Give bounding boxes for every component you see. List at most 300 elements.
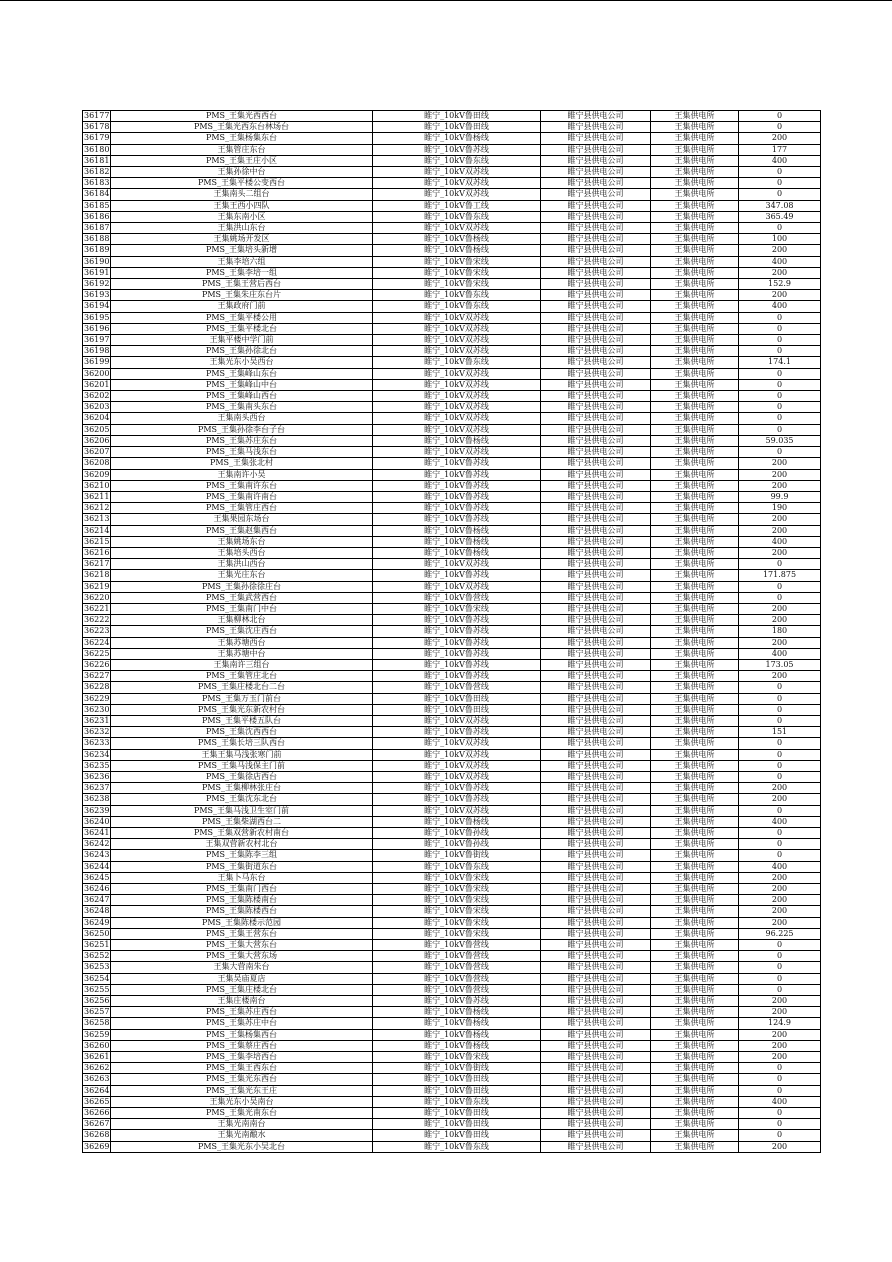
cell-row-id: 36209 [84, 469, 110, 479]
cell-row-id: 36195 [84, 312, 110, 322]
cell-station-name: 王集南许三组台 [111, 659, 373, 670]
cell-station-name: PMS_王集南许东台 [111, 480, 373, 491]
cell-company: 睢宁县供电公司 [541, 682, 651, 693]
cell-company: 睢宁县供电公司 [541, 469, 651, 480]
cell-supply-station: 王集供电所 [651, 1119, 739, 1130]
cell-row-id: 36183 [84, 178, 110, 188]
cell-supply-station: 王集供电所 [651, 122, 739, 133]
cell-company: 睢宁县供电公司 [541, 312, 651, 323]
cell-capacity: 174.1 [739, 357, 821, 368]
cell-supply-station: 王集供电所 [651, 626, 739, 637]
cell-company: 睢宁县供电公司 [541, 413, 651, 424]
cell-supply-station: 王集供电所 [651, 402, 739, 413]
cell-supply-station: 王集供电所 [651, 234, 739, 245]
table-row [83, 503, 821, 514]
cell-capacity: 400 [739, 648, 821, 659]
cell-feeder-line: 睢宁_10kV鲁营线 [373, 973, 541, 984]
table-row [83, 111, 821, 122]
cell-supply-station: 王集供电所 [651, 357, 739, 368]
cell-supply-station: 王集供电所 [651, 1007, 739, 1018]
cell-feeder-line: 睢宁_10kV鲁苏线 [373, 458, 541, 469]
cell-feeder-line: 睢宁_10kV鲁苏线 [373, 480, 541, 491]
cell-feeder-line: 睢宁_10kV鲁田线 [373, 1085, 541, 1096]
cell-supply-station: 王集供电所 [651, 603, 739, 614]
cell-company: 睢宁县供电公司 [541, 1007, 651, 1018]
cell-row-id: 36182 [84, 167, 110, 177]
cell-station-name: PMS_王集沈东北台 [111, 794, 373, 805]
cell-company: 睢宁县供电公司 [541, 346, 651, 357]
cell-row-id: 36247 [84, 895, 110, 905]
cell-capacity: 200 [739, 603, 821, 614]
cell-supply-station: 王集供电所 [651, 783, 739, 794]
cell-feeder-line: 睢宁_10kV鲁田线 [373, 1119, 541, 1130]
cell-capacity: 0 [739, 682, 821, 693]
cell-feeder-line: 睢宁_10kV鲁营线 [373, 984, 541, 995]
cell-company: 睢宁县供电公司 [541, 379, 651, 390]
cell-capacity: 0 [739, 760, 821, 771]
cell-station-name: 王集光东小吴南台 [111, 1096, 373, 1107]
cell-feeder-line: 睢宁_10kV双苏线 [373, 178, 541, 189]
cell-capacity: 200 [739, 245, 821, 256]
cell-company: 睢宁县供电公司 [541, 189, 651, 200]
cell-capacity: 200 [739, 637, 821, 648]
cell-capacity: 200 [739, 1141, 821, 1152]
cell-capacity: 171.875 [739, 570, 821, 581]
cell-supply-station: 王集供电所 [651, 1029, 739, 1040]
cell-capacity: 0 [739, 1085, 821, 1096]
cell-station-name: 王集东南小区 [111, 211, 373, 222]
cell-feeder-line: 睢宁_10kV鲁苏线 [373, 615, 541, 626]
cell-station-name: PMS_王集马浅卫生室门前 [111, 805, 373, 816]
cell-station-name: PMS_王集孙徐李台子台 [111, 424, 373, 435]
cell-company: 睢宁县供电公司 [541, 895, 651, 906]
cell-supply-station: 王集供电所 [651, 973, 739, 984]
cell-company: 睢宁县供电公司 [541, 178, 651, 189]
cell-supply-station: 王集供电所 [651, 458, 739, 469]
cell-row-id: 36189 [84, 245, 110, 255]
cell-supply-station: 王集供电所 [651, 256, 739, 267]
cell-station-name: PMS_王集街道东台 [111, 861, 373, 872]
cell-row-id: 36233 [84, 738, 110, 748]
table-row [83, 234, 821, 245]
cell-station-name: 王集卜马东台 [111, 872, 373, 883]
cell-company: 睢宁县供电公司 [541, 749, 651, 760]
cell-capacity: 400 [739, 536, 821, 547]
table-row [83, 1074, 821, 1085]
cell-feeder-line: 睢宁_10kV双苏线 [373, 447, 541, 458]
cell-capacity: 0 [739, 951, 821, 962]
cell-station-name: PMS_王集苏庄西台 [111, 1007, 373, 1018]
cell-capacity: 200 [739, 458, 821, 469]
cell-company: 睢宁县供电公司 [541, 962, 651, 973]
cell-feeder-line: 睢宁_10kV鲁苏线 [373, 671, 541, 682]
cell-station-name: 王集吴庙夏店 [111, 973, 373, 984]
cell-row-id: 36244 [84, 861, 110, 871]
table-row [83, 290, 821, 301]
cell-row-id: 36227 [84, 671, 110, 681]
cell-supply-station: 王集供电所 [651, 1085, 739, 1096]
cell-station-name: 王集南许小吴 [111, 469, 373, 480]
cell-station-name: 王集苏塘中台 [111, 648, 373, 659]
cell-station-name: PMS_王集平楼公用 [111, 312, 373, 323]
cell-supply-station: 王集供电所 [651, 1018, 739, 1029]
cell-row-id: 36208 [84, 458, 110, 468]
cell-company: 睢宁县供电公司 [541, 603, 651, 614]
cell-row-id: 36222 [84, 615, 110, 625]
cell-company: 睢宁县供电公司 [541, 704, 651, 715]
cell-capacity: 200 [739, 872, 821, 883]
table-row [83, 1141, 821, 1152]
cell-capacity: 200 [739, 794, 821, 805]
cell-station-name: 王集政府门前 [111, 301, 373, 312]
table-row [83, 603, 821, 614]
cell-row-id: 36243 [84, 850, 110, 860]
cell-company: 睢宁县供电公司 [541, 1119, 651, 1130]
cell-feeder-line: 睢宁_10kV双苏线 [373, 581, 541, 592]
cell-supply-station: 王集供电所 [651, 984, 739, 995]
cell-company: 睢宁县供电公司 [541, 783, 651, 794]
table-row [83, 839, 821, 850]
table-row [83, 267, 821, 278]
cell-row-id: 36184 [84, 189, 110, 199]
cell-supply-station: 王集供电所 [651, 368, 739, 379]
table-row [83, 469, 821, 480]
cell-row-id: 36261 [84, 1052, 110, 1062]
cell-row-id: 36249 [84, 917, 110, 927]
cell-feeder-line: 睢宁_10kV鲁东线 [373, 1141, 541, 1152]
cell-capacity: 0 [739, 391, 821, 402]
table-row [83, 1085, 821, 1096]
cell-supply-station: 王集供电所 [651, 323, 739, 334]
cell-row-id: 36237 [84, 783, 110, 793]
cell-company: 睢宁县供电公司 [541, 368, 651, 379]
cell-row-id: 36223 [84, 626, 110, 636]
table-row [83, 760, 821, 771]
cell-company: 睢宁县供电公司 [541, 1096, 651, 1107]
cell-row-id: 36177 [84, 111, 110, 120]
cell-supply-station: 王集供电所 [651, 749, 739, 760]
cell-capacity: 0 [739, 368, 821, 379]
cell-station-name: PMS_王集武营西台 [111, 592, 373, 603]
cell-company: 睢宁县供电公司 [541, 996, 651, 1007]
cell-company: 睢宁县供电公司 [541, 111, 651, 122]
cell-capacity: 0 [739, 828, 821, 839]
cell-company: 睢宁县供电公司 [541, 917, 651, 928]
cell-row-id: 36196 [84, 323, 110, 333]
table-row [83, 996, 821, 1007]
cell-row-id: 36260 [84, 1040, 110, 1050]
cell-row-id: 36250 [84, 928, 110, 938]
cell-supply-station: 王集供电所 [651, 884, 739, 895]
cell-capacity: 99.9 [739, 491, 821, 502]
cell-feeder-line: 睢宁_10kV双苏线 [373, 223, 541, 234]
cell-feeder-line: 睢宁_10kV鲁宋线 [373, 872, 541, 883]
table-row [83, 984, 821, 995]
cell-feeder-line: 睢宁_10kV鲁宋线 [373, 884, 541, 895]
cell-capacity: 0 [739, 1130, 821, 1141]
transformer-table-body [83, 111, 821, 1153]
cell-company: 睢宁县供电公司 [541, 940, 651, 951]
table-row [83, 872, 821, 883]
table-row [83, 122, 821, 133]
cell-company: 睢宁县供电公司 [541, 491, 651, 502]
cell-feeder-line: 睢宁_10kV鲁宋线 [373, 267, 541, 278]
cell-supply-station: 王集供电所 [651, 928, 739, 939]
cell-company: 睢宁县供电公司 [541, 715, 651, 726]
cell-feeder-line: 睢宁_10kV鲁杨线 [373, 245, 541, 256]
cell-station-name: PMS_王集沈西西台 [111, 727, 373, 738]
cell-supply-station: 王集供电所 [651, 637, 739, 648]
table-row [83, 155, 821, 166]
cell-feeder-line: 睢宁_10kV鲁田线 [373, 693, 541, 704]
page-top-rule [0, 0, 892, 1]
cell-feeder-line: 睢宁_10kV鲁苏线 [373, 144, 541, 155]
cell-company: 睢宁县供电公司 [541, 503, 651, 514]
cell-capacity: 0 [739, 424, 821, 435]
cell-capacity: 200 [739, 547, 821, 558]
cell-supply-station: 王集供电所 [651, 480, 739, 491]
cell-company: 睢宁县供电公司 [541, 626, 651, 637]
cell-station-name: PMS_王集张北村 [111, 458, 373, 469]
cell-capacity: 0 [739, 447, 821, 458]
cell-company: 睢宁县供电公司 [541, 223, 651, 234]
cell-station-name: PMS_王集光东新农村台 [111, 704, 373, 715]
cell-row-id: 36224 [84, 637, 110, 647]
cell-capacity: 180 [739, 626, 821, 637]
cell-company: 睢宁县供电公司 [541, 1085, 651, 1096]
cell-company: 睢宁县供电公司 [541, 211, 651, 222]
cell-feeder-line: 睢宁_10kV鲁宋线 [373, 279, 541, 290]
cell-feeder-line: 睢宁_10kV鲁杨线 [373, 525, 541, 536]
table-row [83, 581, 821, 592]
cell-row-id: 36266 [84, 1108, 110, 1118]
table-row [83, 771, 821, 782]
table-row [83, 704, 821, 715]
cell-capacity: 0 [739, 839, 821, 850]
cell-supply-station: 王集供电所 [651, 738, 739, 749]
cell-supply-station: 王集供电所 [651, 671, 739, 682]
table-row [83, 223, 821, 234]
cell-company: 睢宁县供电公司 [541, 615, 651, 626]
cell-feeder-line: 睢宁_10kV鲁东线 [373, 861, 541, 872]
cell-supply-station: 王集供电所 [651, 435, 739, 446]
cell-company: 睢宁县供电公司 [541, 659, 651, 670]
cell-supply-station: 王集供电所 [651, 536, 739, 547]
table-row [83, 951, 821, 962]
cell-station-name: PMS_王集南头东台 [111, 402, 373, 413]
cell-station-name: 王集王集马浅张寒门前 [111, 749, 373, 760]
cell-row-id: 36179 [84, 133, 110, 143]
table-row [83, 1096, 821, 1107]
cell-row-id: 36256 [84, 996, 110, 1006]
table-row [83, 794, 821, 805]
cell-capacity: 0 [739, 850, 821, 861]
table-row [83, 1119, 821, 1130]
cell-feeder-line: 睢宁_10kV鲁杨线 [373, 816, 541, 827]
cell-row-id: 36180 [84, 144, 110, 154]
cell-row-id: 36241 [84, 828, 110, 837]
cell-feeder-line: 睢宁_10kV鲁营线 [373, 951, 541, 962]
cell-company: 睢宁县供电公司 [541, 1141, 651, 1152]
cell-supply-station: 王集供电所 [651, 895, 739, 906]
cell-capacity: 0 [739, 178, 821, 189]
cell-row-id: 36239 [84, 805, 110, 815]
cell-supply-station: 王集供电所 [651, 1108, 739, 1119]
cell-row-id: 36267 [84, 1119, 110, 1129]
cell-row-id: 36217 [84, 559, 110, 569]
cell-capacity: 200 [739, 290, 821, 301]
cell-row-id: 36262 [84, 1063, 110, 1073]
cell-feeder-line: 睢宁_10kV鲁田线 [373, 1108, 541, 1119]
cell-feeder-line: 睢宁_10kV双苏线 [373, 167, 541, 178]
cell-row-id: 36218 [84, 570, 110, 580]
cell-capacity: 200 [739, 783, 821, 794]
cell-row-id: 36216 [84, 547, 110, 557]
cell-feeder-line: 睢宁_10kV鲁田线 [373, 1074, 541, 1085]
cell-capacity: 400 [739, 1096, 821, 1107]
cell-feeder-line: 睢宁_10kV鲁东线 [373, 290, 541, 301]
cell-supply-station: 王集供电所 [651, 491, 739, 502]
cell-company: 睢宁县供电公司 [541, 279, 651, 290]
cell-row-id: 36232 [84, 727, 110, 737]
cell-company: 睢宁县供电公司 [541, 592, 651, 603]
cell-company: 睢宁县供电公司 [541, 424, 651, 435]
cell-capacity: 400 [739, 816, 821, 827]
table-row [83, 536, 821, 547]
cell-company: 睢宁县供电公司 [541, 951, 651, 962]
cell-row-id: 36211 [84, 491, 110, 501]
cell-supply-station: 王集供电所 [651, 279, 739, 290]
cell-supply-station: 王集供电所 [651, 514, 739, 525]
cell-station-name: 王集南头二组台 [111, 189, 373, 200]
cell-feeder-line: 睢宁_10kV鲁宋线 [373, 256, 541, 267]
cell-company: 睢宁县供电公司 [541, 267, 651, 278]
cell-feeder-line: 睢宁_10kV鲁宋线 [373, 917, 541, 928]
cell-company: 睢宁县供电公司 [541, 256, 651, 267]
cell-station-name: PMS_王集李培一组 [111, 267, 373, 278]
cell-supply-station: 王集供电所 [651, 391, 739, 402]
table-row [83, 167, 821, 178]
cell-supply-station: 王集供电所 [651, 570, 739, 581]
table-row [83, 805, 821, 816]
cell-station-name: PMS_王集朱庄东台片 [111, 290, 373, 301]
cell-station-name: PMS_王集孙徐徐庄台 [111, 581, 373, 592]
cell-row-id: 36269 [84, 1141, 110, 1151]
cell-capacity: 0 [739, 1108, 821, 1119]
cell-row-id: 36181 [84, 155, 110, 165]
table-row [83, 659, 821, 670]
cell-capacity: 151 [739, 727, 821, 738]
cell-capacity: 0 [739, 805, 821, 816]
cell-feeder-line: 睢宁_10kV鲁杨线 [373, 536, 541, 547]
cell-supply-station: 王集供电所 [651, 1052, 739, 1063]
table-row [83, 189, 821, 200]
cell-feeder-line: 睢宁_10kV鲁孙线 [373, 828, 541, 839]
cell-row-id: 36192 [84, 279, 110, 289]
cell-capacity: 200 [739, 906, 821, 917]
cell-row-id: 36268 [84, 1130, 110, 1140]
cell-company: 睢宁县供电公司 [541, 984, 651, 995]
cell-feeder-line: 睢宁_10kV鲁苏线 [373, 659, 541, 670]
cell-station-name: 王集姚场东台 [111, 536, 373, 547]
cell-company: 睢宁县供电公司 [541, 1130, 651, 1141]
cell-supply-station: 王集供电所 [651, 771, 739, 782]
cell-supply-station: 王集供电所 [651, 828, 739, 839]
cell-station-name: PMS_王集南许南台 [111, 491, 373, 502]
cell-company: 睢宁县供电公司 [541, 547, 651, 558]
cell-feeder-line: 睢宁_10kV鲁宋线 [373, 906, 541, 917]
table-row [83, 357, 821, 368]
cell-station-name: PMS_王集光西东台林场台 [111, 122, 373, 133]
cell-capacity: 200 [739, 133, 821, 144]
cell-station-name: PMS_王集光东小吴北台 [111, 1141, 373, 1152]
cell-supply-station: 王集供电所 [651, 424, 739, 435]
cell-capacity: 0 [739, 962, 821, 973]
cell-capacity: 200 [739, 267, 821, 278]
cell-supply-station: 王集供电所 [651, 940, 739, 951]
cell-capacity: 0 [739, 122, 821, 133]
cell-capacity: 347.08 [739, 200, 821, 211]
cell-capacity: 0 [739, 189, 821, 200]
cell-station-name: PMS_王集南门西台 [111, 884, 373, 895]
cell-company: 睢宁县供电公司 [541, 839, 651, 850]
cell-station-name: 王集光南酿水 [111, 1130, 373, 1141]
cell-feeder-line: 睢宁_10kV鲁营线 [373, 682, 541, 693]
cell-supply-station: 王集供电所 [651, 1063, 739, 1074]
cell-feeder-line: 睢宁_10kV鲁苏线 [373, 626, 541, 637]
table-row [83, 211, 821, 222]
cell-feeder-line: 睢宁_10kV鲁孙线 [373, 839, 541, 850]
cell-company: 睢宁县供电公司 [541, 861, 651, 872]
cell-capacity: 200 [739, 1007, 821, 1018]
cell-company: 睢宁县供电公司 [541, 771, 651, 782]
cell-row-id: 36265 [84, 1096, 110, 1106]
cell-supply-station: 王集供电所 [651, 715, 739, 726]
cell-row-id: 36240 [84, 816, 110, 826]
table-row [83, 402, 821, 413]
cell-company: 睢宁县供电公司 [541, 850, 651, 861]
cell-station-name: PMS_王集管庄北台 [111, 671, 373, 682]
cell-supply-station: 王集供电所 [651, 996, 739, 1007]
cell-supply-station: 王集供电所 [651, 906, 739, 917]
cell-station-name: PMS_王集双营新农村南台 [111, 828, 373, 839]
cell-station-name: 王集庄楼南台 [111, 996, 373, 1007]
cell-row-id: 36257 [84, 1007, 110, 1017]
table-row [83, 682, 821, 693]
cell-station-name: PMS_王集杨集西台 [111, 1029, 373, 1040]
cell-company: 睢宁县供电公司 [541, 872, 651, 883]
cell-station-name: PMS_王集王庄小区 [111, 155, 373, 166]
cell-row-id: 36235 [84, 760, 110, 770]
cell-station-name: PMS_王集王营东台 [111, 928, 373, 939]
cell-supply-station: 王集供电所 [651, 267, 739, 278]
cell-station-name: PMS_王集孙徐北台 [111, 346, 373, 357]
cell-row-id: 36234 [84, 749, 110, 759]
cell-company: 睢宁县供电公司 [541, 884, 651, 895]
table-row [83, 1130, 821, 1141]
cell-company: 睢宁县供电公司 [541, 1074, 651, 1085]
cell-station-name: 王集光南南台 [111, 1119, 373, 1130]
cell-station-name: PMS_王集峰山西台 [111, 391, 373, 402]
cell-row-id: 36204 [84, 413, 110, 423]
cell-company: 睢宁县供电公司 [541, 144, 651, 155]
cell-station-name: PMS_王集王西东台 [111, 1063, 373, 1074]
table-row [83, 547, 821, 558]
cell-station-name: PMS_王集培头新增 [111, 245, 373, 256]
table-row [83, 738, 821, 749]
table-row [83, 592, 821, 603]
table-row [83, 279, 821, 290]
